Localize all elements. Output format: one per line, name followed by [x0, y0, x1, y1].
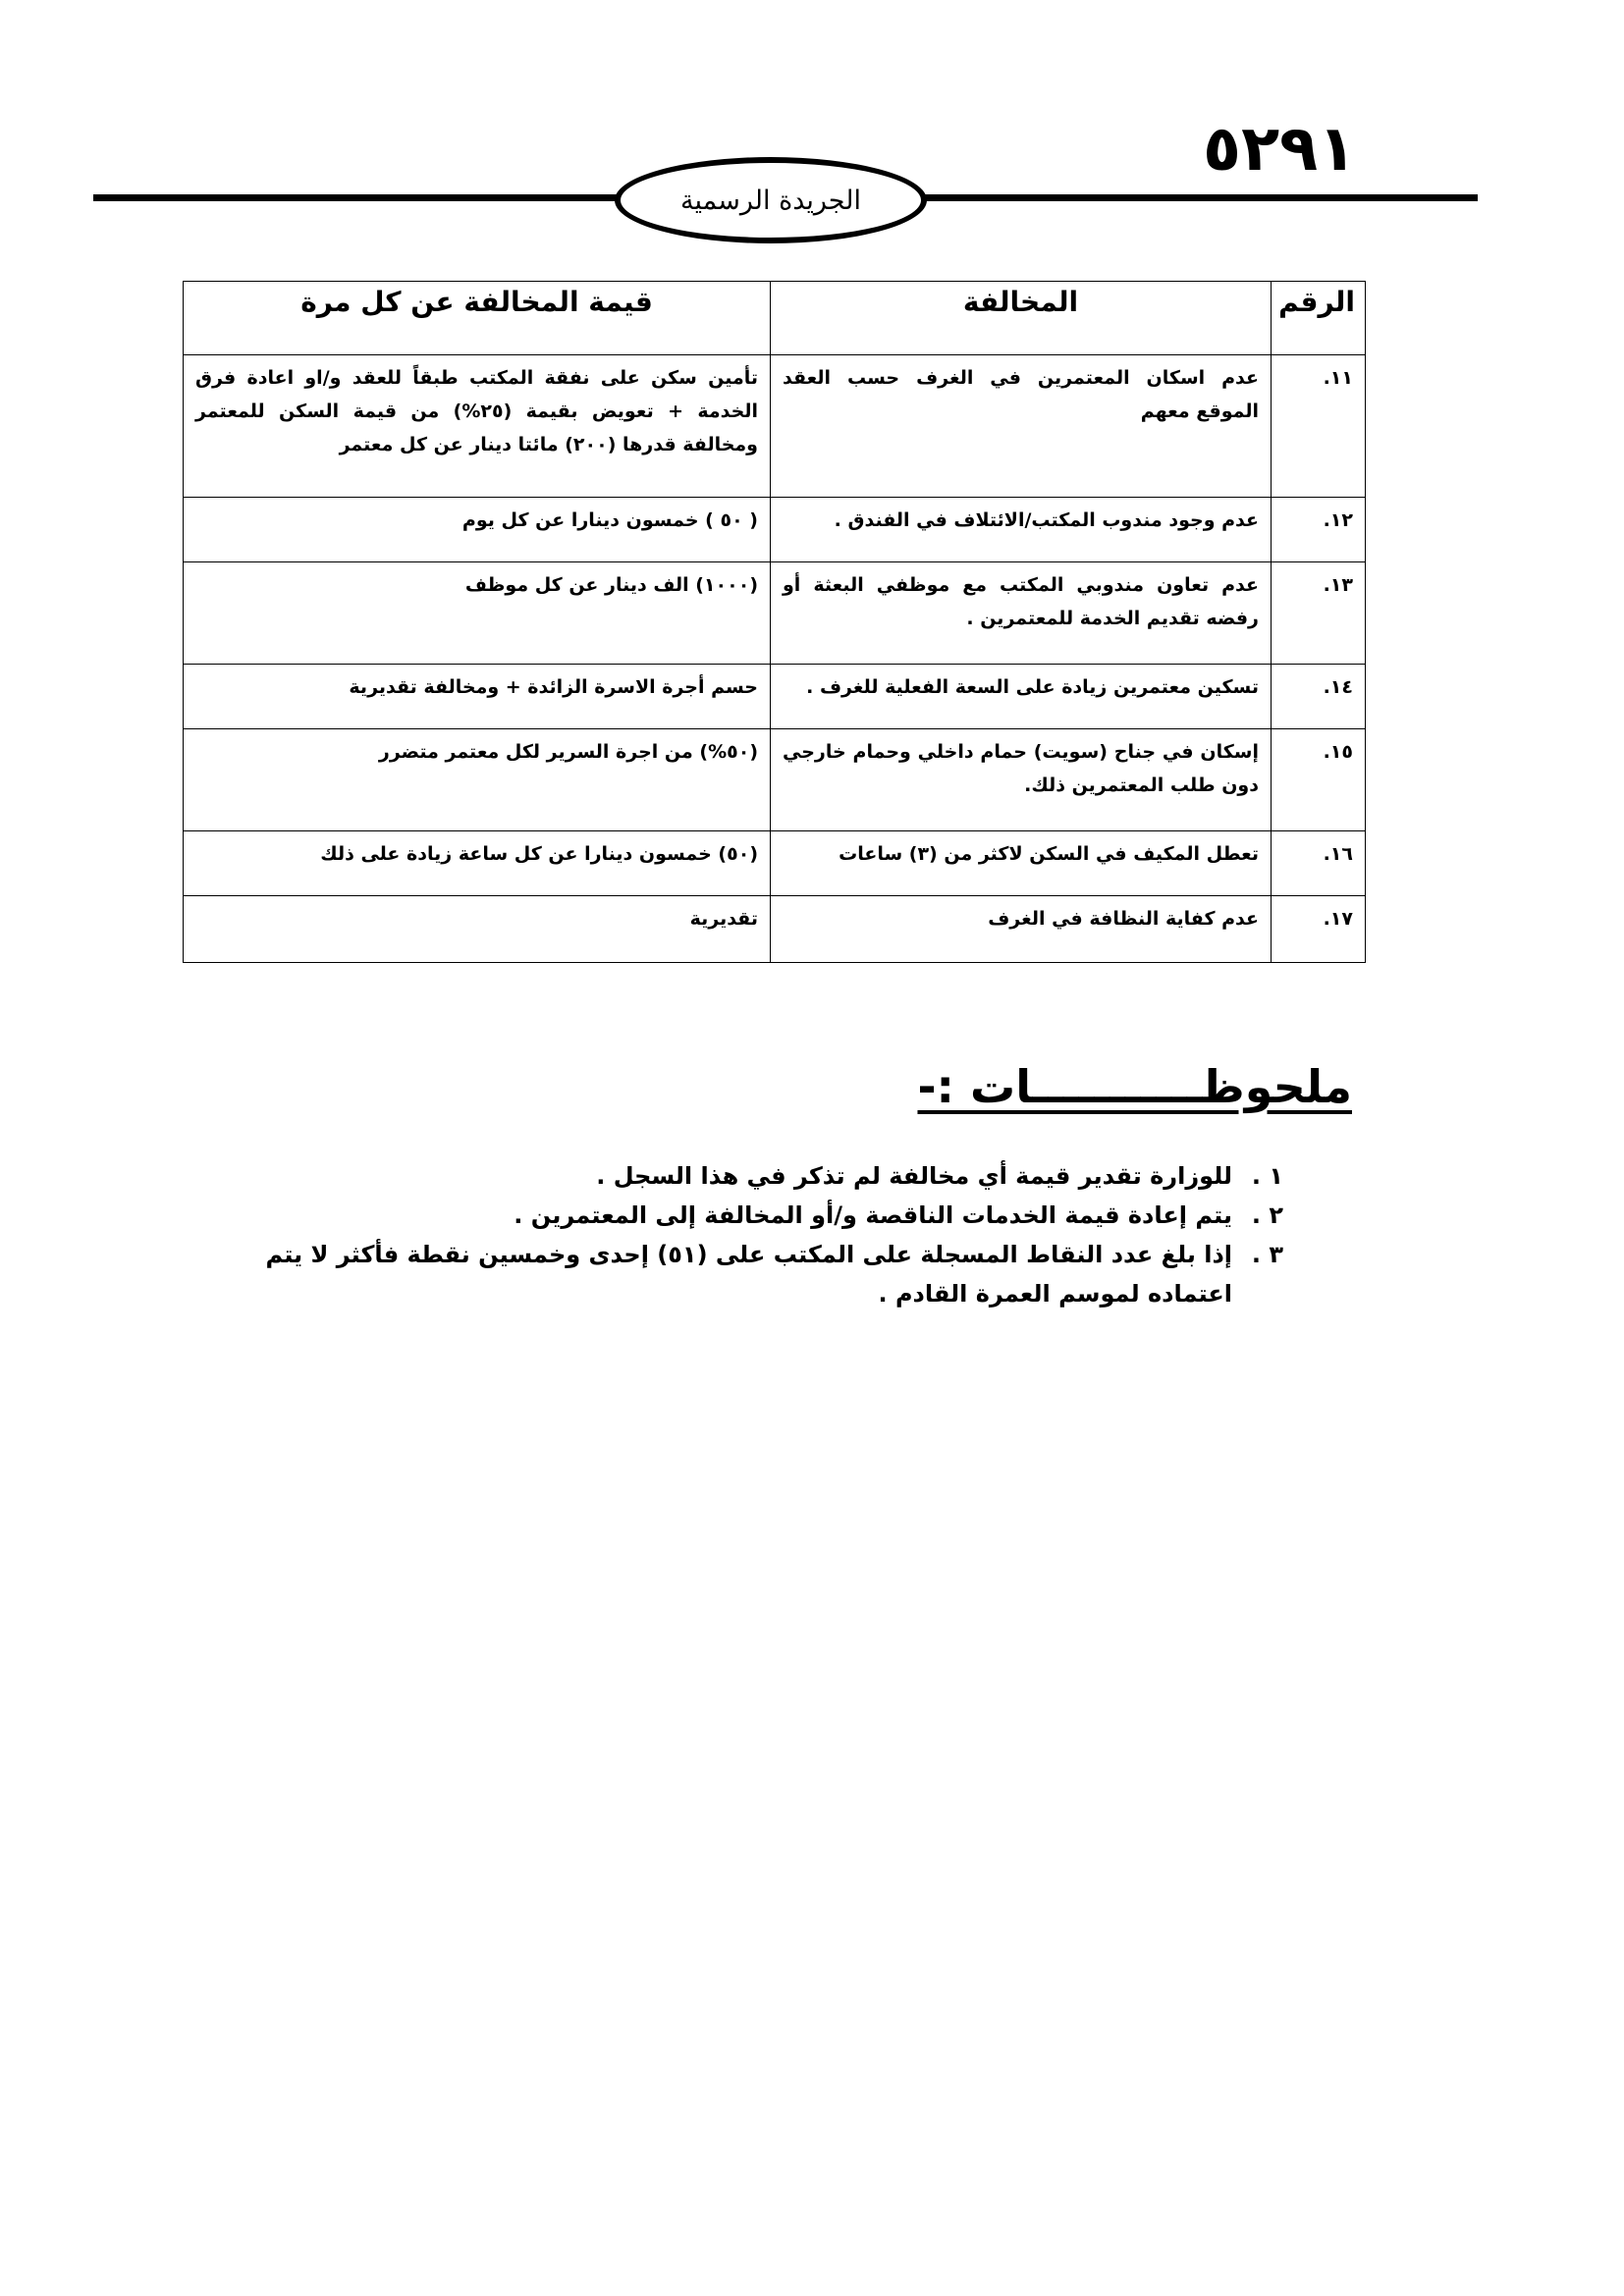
row-number: ١٤. — [1272, 665, 1366, 729]
row-violation: إسكان في جناح (سويت) حمام داخلي وحمام خارجي دون طلب المعتمرين ذلك. — [771, 729, 1272, 831]
table-row — [184, 498, 1366, 562]
gazette-name: الجريدة الرسمية — [680, 185, 861, 216]
row-number: ١٣. — [1272, 562, 1366, 665]
table-row — [184, 355, 1366, 498]
header-number: الرقم — [1272, 282, 1366, 355]
table-row — [184, 665, 1366, 729]
row-number: ١٢. — [1272, 498, 1366, 562]
row-violation: عدم اسكان المعتمرين في الغرف حسب العقد الموقع معهم — [771, 355, 1272, 498]
row-violation: عدم كفاية النظافة في الغرف — [771, 896, 1272, 963]
list-item — [213, 1235, 1283, 1313]
note-number: ١ . — [1251, 1162, 1283, 1190]
row-value: تأمين سكن على نفقة المكتب طبقاً للعقد و/او اعادة فرق الخدمة + تعويض بقيمة (٢٥%) من قيمة السكن للمعتمر ومخالفة قدرها (٢٠٠) مائتا دينار عن كل معتمر — [184, 355, 771, 498]
notes-title: ملحوظـــــــــــات :- — [917, 1060, 1352, 1113]
row-value: (١٠٠٠) الف دينار عن كل موظف — [184, 562, 771, 665]
note-text: يتم إعادة قيمة الخدمات الناقصة و/أو المخالفة إلى المعتمرين . — [514, 1201, 1232, 1229]
row-number: ١٥. — [1272, 729, 1366, 831]
row-value: (٥٠) خمسون دينارا عن كل ساعة زيادة على ذلك — [184, 831, 771, 896]
note-number: ٣ . — [1251, 1241, 1283, 1268]
table-row — [184, 896, 1366, 963]
row-value: (٥٠%) من اجرة السرير لكل معتمر متضرر — [184, 729, 771, 831]
table-header-row — [184, 282, 1366, 355]
row-number: ١٦. — [1272, 831, 1366, 896]
header-value: قيمة المخالفة عن كل مرة — [184, 282, 771, 355]
page-number: ٥٢٩١ — [1203, 113, 1357, 186]
note-text: إذا بلغ عدد النقاط المسجلة على المكتب على (٥١) إحدى وخمسين نقطة فأكثر لا يتم اعتماده لموسم العمرة القادم . — [265, 1241, 1232, 1308]
row-violation: تعطل المكيف في السكن لاكثر من (٣) ساعات — [771, 831, 1272, 896]
header-violation: المخالفة — [771, 282, 1272, 355]
row-violation: تسكين معتمرين زيادة على السعة الفعلية للغرف . — [771, 665, 1272, 729]
notes-list — [213, 1156, 1283, 1313]
list-item — [213, 1196, 1283, 1235]
row-violation: عدم وجود مندوب المكتب/الائتلاف في الفندق . — [771, 498, 1272, 562]
table-row — [184, 729, 1366, 831]
row-violation: عدم تعاون مندوبي المكتب مع موظفي البعثة أو رفضه تقديم الخدمة للمعتمرين . — [771, 562, 1272, 665]
gazette-header-oval — [615, 157, 927, 243]
violations-table — [183, 281, 1366, 963]
table-row — [184, 831, 1366, 896]
table-row — [184, 562, 1366, 665]
list-item — [213, 1156, 1283, 1196]
row-number: ١٧. — [1272, 896, 1366, 963]
row-number: ١١. — [1272, 355, 1366, 498]
row-value: تقديرية — [184, 896, 771, 963]
row-value: حسم أجرة الاسرة الزائدة + ومخالفة تقديرية — [184, 665, 771, 729]
note-text: للوزارة تقدير قيمة أي مخالفة لم تذكر في هذا السجل . — [596, 1162, 1232, 1190]
note-number: ٢ . — [1251, 1201, 1283, 1229]
row-value: ( ٥٠ ) خمسون دينارا عن كل يوم — [184, 498, 771, 562]
